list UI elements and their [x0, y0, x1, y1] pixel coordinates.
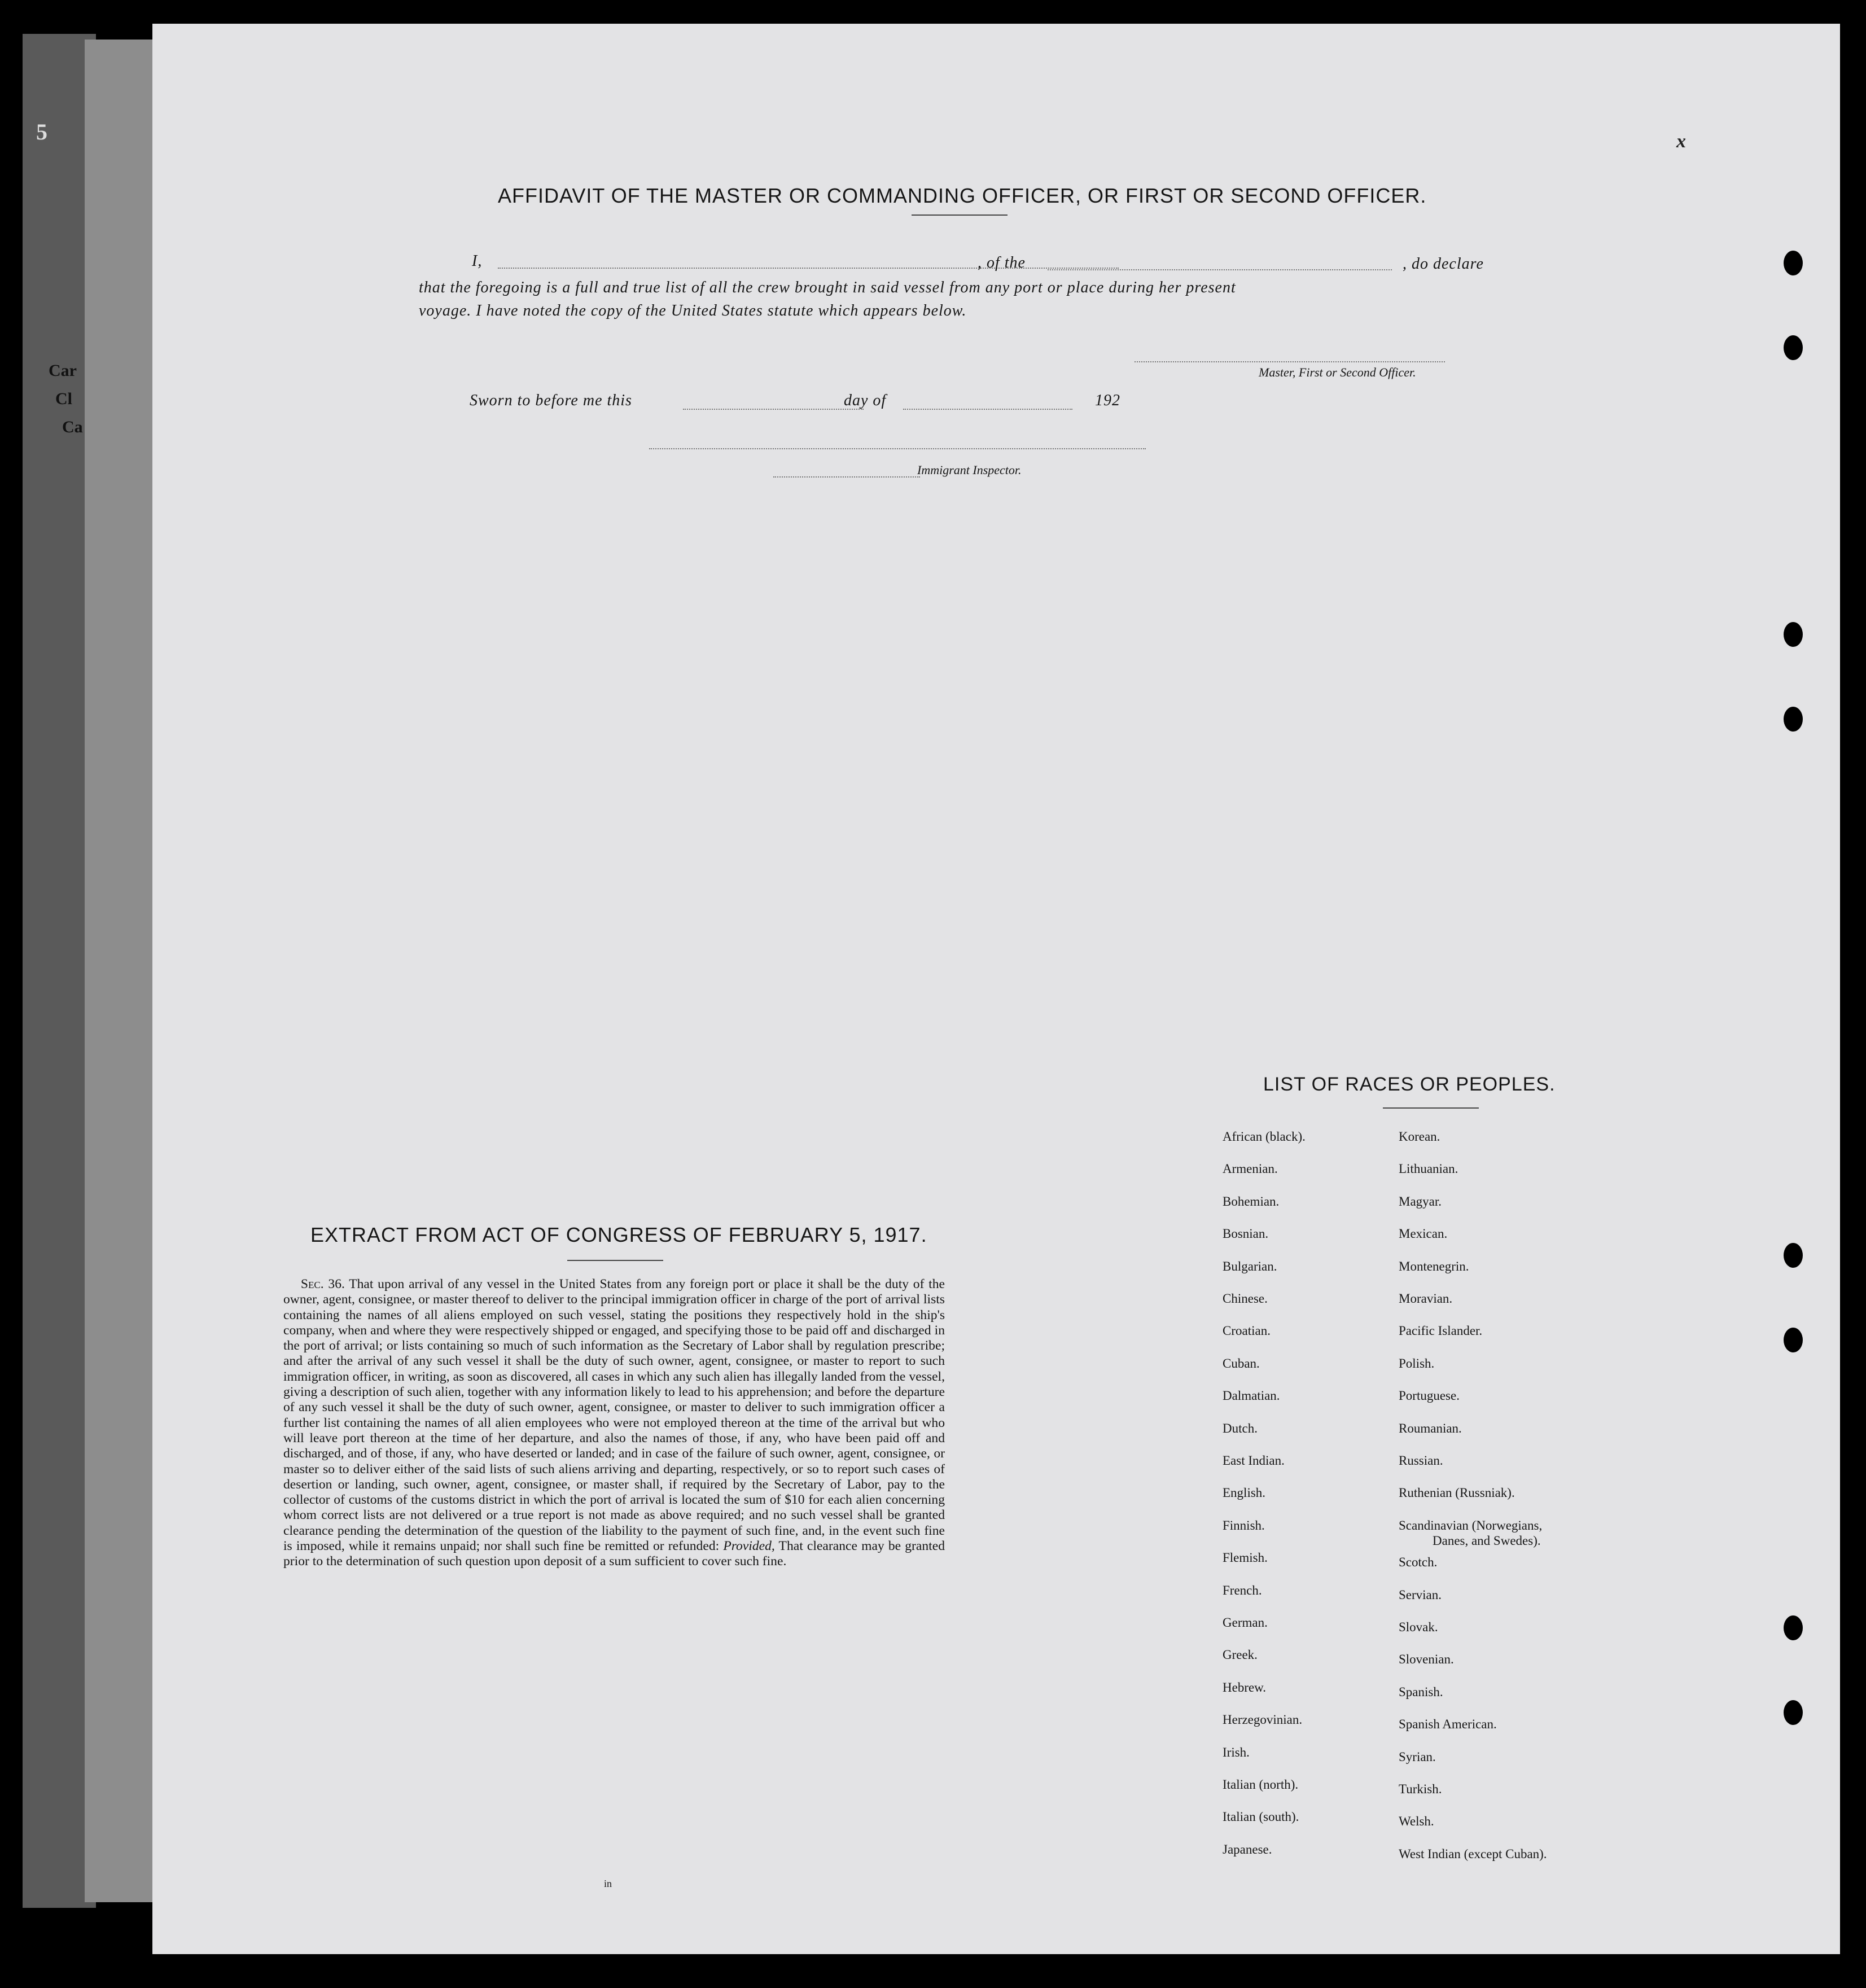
provided-word: Provided,: [723, 1539, 775, 1554]
statute-body-part-2: That clearance may be granted prior to the determination of such question upon deposit of a sum sufficient to cover such fine.: [283, 1539, 945, 1569]
vessel-name-field[interactable]: [1048, 269, 1392, 270]
master-signature-label: Master, First or Second Officer.: [1259, 365, 1416, 379]
declaration-line-3: voyage. I have noted the copy of the United States statute which appears below.: [419, 302, 967, 319]
races-title-rule: [1383, 1107, 1479, 1109]
race-list-item: Spanish.: [1399, 1684, 1443, 1699]
master-signature-field[interactable]: [1135, 361, 1445, 362]
race-list-item: Irish.: [1223, 1745, 1250, 1759]
declarant-name-field[interactable]: [498, 268, 1119, 269]
do-declare-label: , do declare: [1403, 255, 1484, 273]
race-list-item: Bulgarian.: [1223, 1259, 1277, 1273]
inspector-label: Immigrant Inspector.: [917, 463, 1022, 477]
sworn-prefix: Sworn to before me this: [470, 392, 632, 409]
extract-title: EXTRACT FROM ACT OF CONGRESS OF FEBRUARY 5, 1917.: [310, 1223, 927, 1246]
race-list-item: Turkish.: [1399, 1782, 1442, 1796]
race-list-item: Flemish.: [1223, 1551, 1268, 1565]
day-of-label: day of: [844, 392, 887, 409]
sworn-day-field[interactable]: [683, 409, 864, 410]
race-list-item: Japanese.: [1223, 1842, 1272, 1856]
race-list-item: West Indian (except Cuban).: [1399, 1846, 1547, 1861]
race-list-item: Dalmatian.: [1223, 1389, 1280, 1403]
race-list-item: Welsh.: [1399, 1814, 1434, 1829]
corner-mark: x: [1676, 131, 1686, 152]
binder-hole: [1784, 251, 1803, 275]
binder-hole: [1784, 335, 1803, 360]
race-list-item: Italian (north).: [1223, 1777, 1299, 1792]
statute-body-part-1: That upon arrival of any vessel in the United States from any foreign port or place it shall be the duty of the owner, agent, consignee, or master thereof to deliver to the principal immigration officer in charge of the port of arrival lists containing the names of all aliens employed on such vessel, stating the positions they respectively hold in the ship's company, when and where they were respectively shipped or engaged, and specifying those to be paid off and discharged in the port of arrival; or lists containing so much of such information as the Secretary of Labor shall by regulation prescribe; and after the arrival of any such vessel it shall be the duty of such owner, agent, consignee, or master to report to such immigration officer, in writing, as soon as discovered, all cases in which any such alien has illegally landed from the vessel, giving a description of such alien, together with any information likely to lead to his apprehension; and before the departure of any such vessel it shall be the duty of such owner, agent, consignee, or master to deliver to such immigration officer a further list containing the names of all alien employees who were not employed thereon at the time of the arrival but who will leave port thereon at the time of her departure, and also the names of those, if any, who have been paid off and discharged, and of those, if any, who have deserted or landed; and in case of the failure of such owner, agent, consignee, or master so to deliver either of the said lists of such aliens arriving and departing, respectively, or so to report such cases of desertion or landing, such owner, agent, consignee, or master shall, if required by the Secretary of Labor, pay to the collector of customs of the customs district in which the port of arrival is located the sum of $10 for each alien concerning whom correct lists are not delivered or a true report is not made as above required; and no such vessel shall be granted clearance pending the determination of the question of the liability to the payment of such fine, and, in the event such fine is imposed, while it remains unpaid; nor shall such fine be remitted or refunded:: [283, 1277, 945, 1554]
race-list-item: Dutch.: [1223, 1421, 1258, 1435]
year-prefix: 192: [1095, 392, 1120, 409]
race-list-item: Bosnian.: [1223, 1227, 1269, 1241]
race-list-item: Roumanian.: [1399, 1421, 1462, 1435]
race-list-item: Moravian.: [1399, 1291, 1453, 1306]
race-list-item: Armenian.: [1223, 1162, 1278, 1176]
races-title: LIST OF RACES OR PEOPLES.: [1263, 1074, 1556, 1095]
affidavit-title: AFFIDAVIT OF THE MASTER OR COMMANDING OFFICER, OR FIRST OR SECOND OFFICER.: [498, 184, 1427, 207]
margin-fragment-1: Car: [49, 361, 77, 380]
margin-fragment-3: Ca: [62, 418, 83, 436]
race-list-item: French.: [1223, 1583, 1262, 1597]
race-list-item: Portuguese.: [1399, 1389, 1460, 1403]
race-list-item: Servian.: [1399, 1587, 1442, 1602]
race-list-item: Lithuanian.: [1399, 1162, 1458, 1176]
race-list-item: Ruthenian (Russniak).: [1399, 1486, 1515, 1500]
declaration-line-2: that the foregoing is a full and true list of all the crew brought in said vessel from any port or place during her present: [419, 279, 1236, 296]
race-list-item: Mexican.: [1399, 1227, 1448, 1241]
binder-hole: [1784, 1700, 1803, 1725]
sworn-month-field[interactable]: [903, 409, 1072, 410]
document-page: [152, 24, 1840, 1954]
inspector-signature-field[interactable]: [649, 448, 1146, 449]
race-list-item: English.: [1223, 1486, 1266, 1500]
race-list-item: Herzegovinian.: [1223, 1713, 1303, 1727]
race-list-item: Scotch.: [1399, 1555, 1438, 1570]
extract-title-rule: [567, 1260, 663, 1261]
race-list-item: African (black).: [1223, 1129, 1306, 1144]
page-number-fragment: 5: [36, 119, 47, 144]
binder-hole: [1784, 622, 1803, 647]
declarant-prefix: I,: [472, 252, 483, 270]
statute-text: [283, 1277, 945, 1570]
race-list-item: East Indian.: [1223, 1453, 1285, 1468]
inspector-signature-field-2[interactable]: [773, 476, 920, 478]
race-list-item: Bohemian.: [1223, 1194, 1280, 1208]
underlying-sheet: [85, 40, 152, 1902]
race-list-item: Polish.: [1399, 1356, 1435, 1370]
race-list-item: Magyar.: [1399, 1194, 1442, 1208]
binder-hole: [1784, 707, 1803, 732]
binder-hole: [1784, 1243, 1803, 1268]
race-list-item: Scandinavian (Norwegians,: [1399, 1518, 1543, 1532]
race-list-item: Korean.: [1399, 1129, 1440, 1144]
title-rule: [912, 214, 1008, 216]
race-list-item: Cuban.: [1223, 1356, 1260, 1370]
race-list-item: Slovenian.: [1399, 1652, 1454, 1667]
race-list-item: Croatian.: [1223, 1324, 1271, 1338]
of-the-label: , of the: [978, 254, 1026, 272]
race-list-item: Pacific Islander.: [1399, 1324, 1483, 1338]
binder-hole: [1784, 1615, 1803, 1640]
race-list-item: Hebrew.: [1223, 1680, 1267, 1694]
race-list-item: Greek.: [1223, 1648, 1258, 1662]
bottom-fragment: in: [604, 1878, 612, 1889]
race-list-item: Montenegrin.: [1399, 1259, 1469, 1273]
margin-fragment-2: Cl: [55, 389, 72, 408]
binder-hole: [1784, 1328, 1803, 1352]
race-list-item: Danes, and Swedes).: [1433, 1533, 1541, 1548]
race-list-item: Slovak.: [1399, 1620, 1438, 1634]
section-label: Sec. 36.: [300, 1277, 345, 1291]
race-list-item: Finnish.: [1223, 1518, 1265, 1532]
race-list-item: Spanish American.: [1399, 1717, 1497, 1732]
race-list-item: Italian (south).: [1223, 1810, 1299, 1824]
race-list-item: Chinese.: [1223, 1291, 1268, 1306]
race-list-item: Syrian.: [1399, 1749, 1436, 1764]
race-list-item: German.: [1223, 1615, 1268, 1630]
race-list-item: Russian.: [1399, 1453, 1443, 1468]
